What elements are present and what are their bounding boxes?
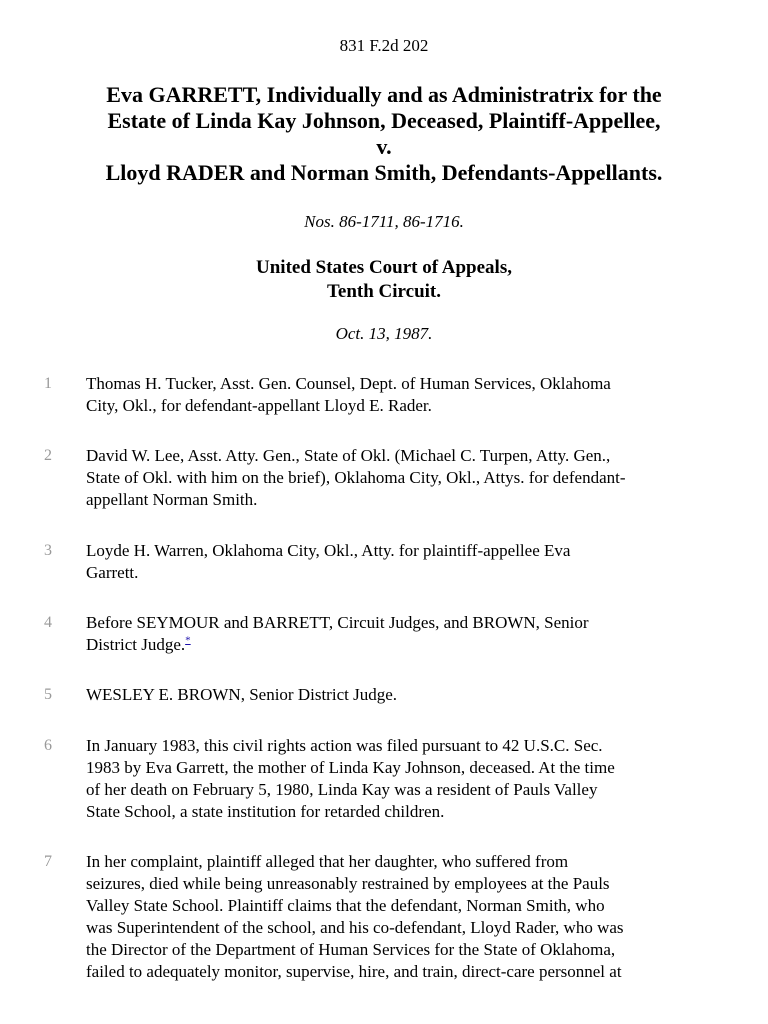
- text-line: failed to adequately monitor, supervise, hire, and train, direct-care personnel at: [86, 962, 622, 981]
- paragraph-number: 7: [44, 853, 52, 870]
- caption-line: Eva GARRETT, Individually and as Administratrix for the: [106, 82, 662, 107]
- paragraph-text: [86, 540, 736, 584]
- paragraph-text: [86, 851, 736, 983]
- paragraph-number: 3: [44, 542, 52, 559]
- decision-date: Oct. 13, 1987.: [335, 324, 433, 343]
- court-line: United States Court of Appeals,: [256, 257, 512, 278]
- footnote-link[interactable]: *: [185, 634, 191, 647]
- text-line: State School, a state institution for retarded children.: [86, 802, 445, 821]
- text-line: In her complaint, plaintiff alleged that her daughter, who suffered from: [86, 852, 569, 871]
- paragraph-text: [86, 373, 736, 417]
- text-line: Loyde H. Warren, Oklahoma City, Okl., Atty. for plaintiff-appellee Eva: [86, 541, 571, 560]
- text-line: 1983 by Eva Garrett, the mother of Linda Kay Johnson, deceased. At the time: [86, 758, 615, 777]
- paragraph-text: [86, 612, 736, 656]
- text-line: was Superintendent of the school, and his co-defendant, Lloyd Rader, who was: [86, 918, 624, 937]
- text-line: City, Okl., for defendant-appellant Lloyd E. Rader.: [86, 396, 432, 415]
- paragraph-text: [86, 735, 736, 823]
- paragraph-text: [86, 684, 736, 706]
- text-line: Thomas H. Tucker, Asst. Gen. Counsel, Dept. of Human Services, Oklahoma: [86, 374, 611, 393]
- text-line-content: District Judge.: [86, 635, 186, 654]
- text-line: seizures, died while being unreasonably restrained by employees at the Pauls: [86, 874, 610, 893]
- paragraph-number: 1: [44, 375, 52, 392]
- text-line: Garrett.: [86, 563, 139, 582]
- paragraph-number: 4: [44, 614, 52, 631]
- text-line: WESLEY E. BROWN, Senior District Judge.: [86, 685, 397, 704]
- caption-line: Lloyd RADER and Norman Smith, Defendants-Appellants.: [105, 160, 663, 185]
- text-line: [86, 634, 736, 656]
- case-citation: 831 F.2d 202: [339, 36, 429, 55]
- text-line: appellant Norman Smith.: [86, 490, 258, 509]
- text-line: Before SEYMOUR and BARRETT, Circuit Judges, and BROWN, Senior: [86, 613, 589, 632]
- caption-line: Estate of Linda Kay Johnson, Deceased, Plaintiff-Appellee,: [107, 108, 661, 133]
- paragraph-number: 2: [44, 447, 52, 464]
- text-line: of her death on February 5, 1980, Linda Kay was a resident of Pauls Valley: [86, 780, 598, 799]
- text-line: David W. Lee, Asst. Atty. Gen., State of Okl. (Michael C. Turpen, Atty. Gen.,: [86, 446, 611, 465]
- case-caption: [0, 82, 768, 186]
- text-line: Valley State School. Plaintiff claims that the defendant, Norman Smith, who: [86, 896, 605, 915]
- court-name: [0, 256, 768, 304]
- text-line: the Director of the Department of Human Services for the State of Oklahoma,: [86, 940, 616, 959]
- docket-numbers: Nos. 86-1711, 86-1716.: [304, 212, 464, 231]
- paragraph-number: 6: [44, 737, 52, 754]
- text-line: State of Okl. with him on the brief), Oklahoma City, Okl., Attys. for defendant-: [86, 468, 626, 487]
- caption-line: v.: [376, 134, 392, 159]
- text-line: In January 1983, this civil rights action was filed pursuant to 42 U.S.C. Sec.: [86, 736, 603, 755]
- court-line: Tenth Circuit.: [326, 281, 442, 302]
- paragraph-text: [86, 445, 736, 511]
- paragraph-number: 5: [44, 686, 52, 703]
